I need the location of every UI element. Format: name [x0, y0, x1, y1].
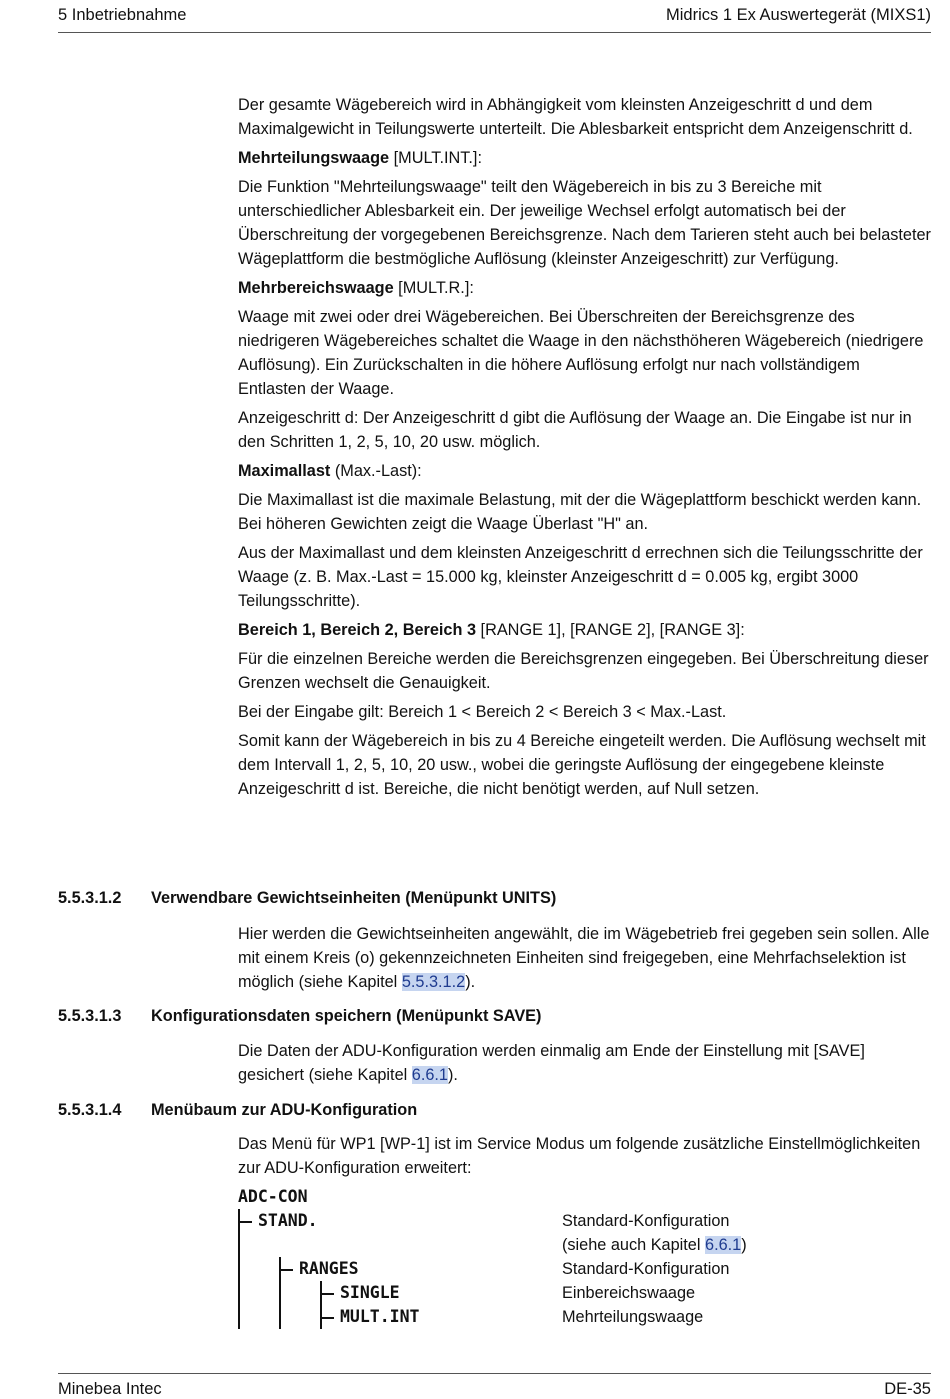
section-heading-menutree — [58, 1098, 417, 1122]
paragraph-text: ). — [465, 973, 476, 991]
section-menutree-body — [238, 1132, 932, 1180]
menu-node-mult-int: MULT.INT — [340, 1307, 420, 1326]
section-title: Verwendbare Gewichtseinheiten (Menüpunkt UNITS) — [151, 889, 557, 907]
menu-desc-stand-ref — [562, 1233, 747, 1257]
tree-connector — [320, 1281, 322, 1329]
paragraph-maxlast: Die Maximallast ist die maximale Belastung, mit der die Wägeplattform beschickt werden kann. Bei höheren Gewichten zeigt die Waage Überlast "H" an. — [238, 491, 922, 533]
footer-company: Minebea Intec — [58, 1380, 162, 1398]
paragraph-menutree: Das Menü für WP1 [WP-1] ist im Service Modus um folgende zusätzliche Einstellmöglichkeiten zur ADU-Konfiguration erweitert: — [238, 1135, 921, 1177]
header-document-title: Midrics 1 Ex Auswertegerät (MIXS1) — [666, 6, 931, 24]
menu-root-adc-con: ADC-CON — [238, 1187, 308, 1206]
tree-connector — [279, 1257, 281, 1329]
paragraph-text: ). — [447, 1066, 458, 1084]
paragraph-intro: Der gesamte Wägebereich wird in Abhängigkeit vom kleinsten Anzeigeschritt d und dem Maximalgewicht in Teilungswerte unterteilt. Die Ablesbarkeit entspricht dem Anzeigenschritt d. — [238, 96, 913, 138]
section-number: 5.5.3.1.2 — [58, 889, 122, 907]
section-number: 5.5.3.1.4 — [58, 1101, 122, 1119]
chapter-link[interactable]: 5.5.3.1.2 — [401, 973, 466, 991]
tree-connector — [238, 1209, 240, 1329]
menu-tree — [238, 1185, 838, 1335]
menu-desc-single: Einbereichswaage — [562, 1284, 696, 1302]
term-mult-int — [238, 146, 932, 170]
section-title: Menübaum zur ADU-Konfiguration — [151, 1101, 418, 1119]
tree-connector — [238, 1221, 252, 1223]
menu-node-stand: STAND. — [258, 1211, 318, 1230]
paragraph-units — [238, 922, 932, 994]
term-label: Mehrteilungswaage — [238, 149, 390, 167]
paragraph-division: Aus der Maximallast und dem kleinsten Anzeigeschritt d errechnen sich die Teilungsschritte der Waage (z. B. Max.-Last = 15.000 kg, kleinster Anzeigeschritt d = 0.005 kg, ergibt 3000 Teilungsschritte). — [238, 544, 923, 610]
term-code: [MULT.R.]: — [393, 279, 474, 297]
header-chapter: 5 Inbetriebnahme — [58, 6, 187, 24]
chapter-link[interactable]: 6.6.1 — [411, 1066, 448, 1084]
term-mult-r — [238, 276, 932, 300]
chapter-link[interactable]: 6.6.1 — [705, 1236, 742, 1254]
term-maxlast — [238, 459, 932, 483]
paragraph-range-summary: Somit kann der Wägebereich in bis zu 4 Bereiche eingeteilt werden. Die Auflösung wechselt mit dem Intervall 1, 2, 5, 10, 20 usw., wobei die geringste Auflösung der eingegebene kleinste Anzeigeschritt d ist. Bereiche, die nicht benötigt werden, auf Null setzen. — [238, 732, 926, 798]
section-title: Konfigurationsdaten speichern (Menüpunkt SAVE) — [151, 1007, 542, 1025]
menu-desc-mult-int: Mehrteilungswaage — [562, 1308, 704, 1326]
paragraph-range: Für die einzelnen Bereiche werden die Bereichsgrenzen eingegeben. Bei Überschreitung dieser Grenzen wechselt die Genauigkeit. — [238, 650, 929, 692]
footer-page-number: DE-35 — [884, 1380, 931, 1398]
paragraph-range-rule: Bei der Eingabe gilt: Bereich 1 < Bereich 2 < Bereich 3 < Max.-Last. — [238, 703, 727, 721]
tree-connector — [320, 1293, 334, 1295]
term-code: (Max.-Last): — [330, 462, 422, 480]
menu-desc-text: (siehe auch Kapitel — [562, 1236, 706, 1254]
tree-connector — [320, 1317, 334, 1319]
menu-node-single: SINGLE — [340, 1283, 400, 1302]
paragraph-text: Hier werden die Gewichtseinheiten angewählt, die im Wägebetrieb frei gegeben sein sollen. Alle mit einem Kreis (o) gekennzeichneten Einheiten sind freigegeben, eine Mehrfachselektion ist möglich (siehe Kapitel — [238, 925, 930, 991]
term-label: Mehrbereichswaage — [238, 279, 394, 297]
term-code: [MULT.INT.]: — [389, 149, 482, 167]
main-body — [238, 93, 932, 801]
paragraph-mult-r: Waage mit zwei oder drei Wägebereichen. Bei Überschreiten der Bereichsgrenze des niedrigeren Wägebereiches schaltet die Waage in den nächsthöheren Wägebereich (niedrigere Auflösung). Ein Zurückschalten in die höhere Auflösung erfolgt nur nach vollständigem Entlasten der Waage. — [238, 308, 924, 398]
paragraph-step: Anzeigeschritt d: Der Anzeigeschritt d gibt die Auflösung der Waage an. Die Eingabe ist nur in den Schritten 1, 2, 5, 10, 20 usw. möglich. — [238, 409, 912, 451]
menu-node-ranges: RANGES — [299, 1259, 359, 1278]
menu-desc-ranges: Standard-Konfiguration — [562, 1260, 730, 1278]
paragraph-mult-int: Die Funktion "Mehrteilungswaage" teilt den Wägebereich in bis zu 3 Bereiche mit unterschiedlicher Ablesbarkeit ein. Der jeweilige Wechsel erfolgt automatisch bei der Überschreitung der vorgegebenen Bereichsgrenze. Nach dem Tarieren steht auch bei belasteter Wägeplattform die bestmögliche Auflösung (kleinster Anzeigeschritt) zur Verfügung. — [238, 178, 931, 268]
section-heading-units — [58, 886, 556, 910]
section-number: 5.5.3.1.3 — [58, 1007, 122, 1025]
term-range — [238, 618, 932, 642]
paragraph-text: Die Daten der ADU-Konfiguration werden einmalig am Ende der Einstellung mit [SAVE] gesichert (siehe Kapitel — [238, 1042, 865, 1084]
header-rule — [58, 32, 931, 33]
section-heading-save — [58, 1004, 541, 1028]
footer-rule — [58, 1373, 931, 1374]
menu-desc-stand: Standard-Konfiguration — [562, 1212, 730, 1230]
term-label: Bereich 1, Bereich 2, Bereich 3 — [238, 621, 477, 639]
section-save-body — [238, 1039, 932, 1087]
tree-connector — [279, 1269, 293, 1271]
paragraph-save — [238, 1039, 932, 1087]
menu-desc-text: ) — [741, 1236, 747, 1254]
section-units-body — [238, 922, 932, 994]
term-label: Maximallast — [238, 462, 331, 480]
term-code: [RANGE 1], [RANGE 2], [RANGE 3]: — [476, 621, 745, 639]
